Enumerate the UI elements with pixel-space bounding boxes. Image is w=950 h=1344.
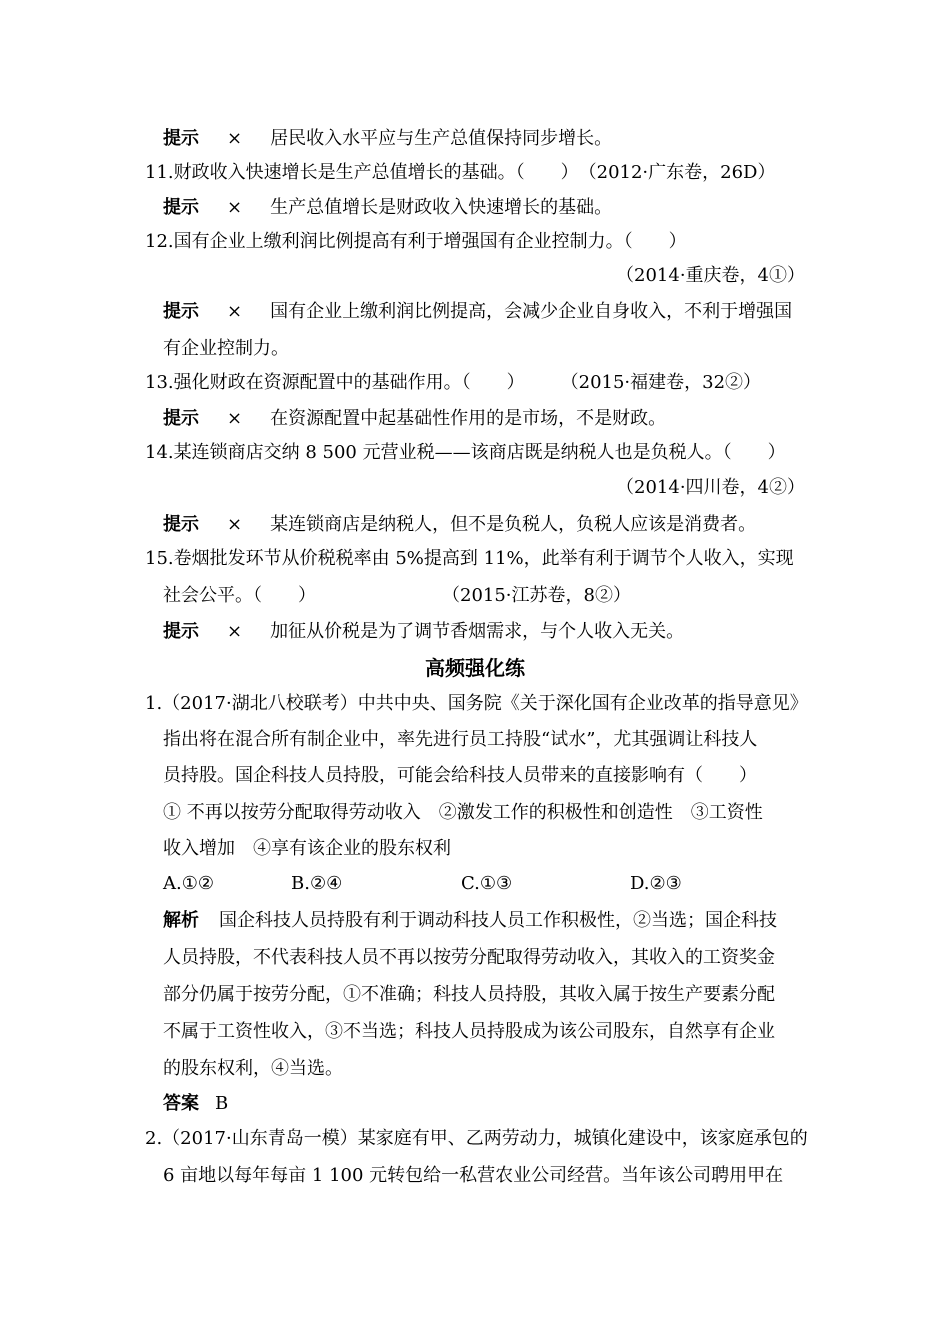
hint-label: 提示 <box>163 197 199 218</box>
option-b: B.②④ <box>291 873 343 894</box>
analysis-line: 人员持股，不代表科技人员不再以按劳分配取得劳动收入，其收入的工资奖金 <box>163 947 775 968</box>
wrong-mark: × <box>227 128 243 149</box>
question-line: 15.卷烟批发环节从价税税率由 5%提高到 11%，此举有利于调节个人收入，实现 <box>145 548 794 569</box>
question-2-line: 2.（2017·山东青岛一模）某家庭有甲、乙两劳动力，城镇化建设中，该家庭承包的 <box>145 1128 808 1149</box>
wrong-mark: × <box>227 197 243 218</box>
hint-text: 国有企业上缴利润比例提高，会减少企业自身收入，不利于增强国 <box>270 301 793 322</box>
hint-line <box>0 614 950 650</box>
hint-line <box>0 401 950 437</box>
question-1-line: 1.（2017·湖北八校联考）中共中央、国务院《关于深化国有企业改革的指导意见》 <box>145 693 808 714</box>
question-line: 11.财政收入快速增长是生产总值增长的基础。（ ） （2012·广东卷，26D） <box>145 162 776 183</box>
hint-label: 提示 <box>163 301 199 322</box>
analysis-label: 解析 <box>163 910 199 931</box>
question-2-line: 6 亩地以每年每亩 1 100 元转包给一私营农业公司经营。当年该公司聘用甲在 <box>163 1165 784 1186</box>
hint-label: 提示 <box>163 128 199 149</box>
hint-label: 提示 <box>163 514 199 535</box>
hint-line <box>0 507 950 543</box>
hint-text: 生产总值增长是财政收入快速增长的基础。 <box>270 197 613 218</box>
question-1-line: 收入增加 ④享有该企业的股东权利 <box>163 838 451 859</box>
option-c: C.①③ <box>461 873 513 894</box>
hint-text: 某连锁商店是纳税人，但不是负税人，负税人应该是消费者。 <box>270 514 757 535</box>
question-1-line: 员持股。国企科技人员持股，可能会给科技人员带来的直接影响有（ ） <box>163 765 757 786</box>
question-line: 14.某连锁商店交纳 8 500 元营业税——该商店既是纳税人也是负税人。（ ） <box>145 442 786 463</box>
option-a: A.①② <box>163 873 214 894</box>
hint-line <box>0 121 950 157</box>
question-line: 13.强化财政在资源配置中的基础作用。（ ） （2015·福建卷，32②） <box>145 372 762 393</box>
analysis-line: 的股东权利，④当选。 <box>163 1058 343 1079</box>
wrong-mark: × <box>227 301 243 322</box>
option-d: D.②③ <box>630 873 682 894</box>
wrong-mark: × <box>227 514 243 535</box>
question-1-line: ① 不再以按劳分配取得劳动收入 ②激发工作的积极性和创造性 ③工资性 <box>163 802 763 823</box>
analysis-line: 部分仍属于按劳分配，①不准确；科技人员持股，其收入属于按生产要素分配 <box>163 984 775 1005</box>
question-line: 12.国有企业上缴利润比例提高有利于增强国有企业控制力。（ ） <box>145 231 687 252</box>
wrong-mark: × <box>227 621 243 642</box>
question-continuation: 社会公平。（ ） （2015·江苏卷，8②） <box>163 585 631 606</box>
wrong-mark: × <box>227 408 243 429</box>
hint-text: 加征从价税是为了调节香烟需求，与个人收入无关。 <box>270 621 685 642</box>
source-citation: （2014·重庆卷，4①） <box>616 265 805 286</box>
hint-text: 在资源配置中起基础性作用的是市场，不是财政。 <box>270 408 667 429</box>
analysis-line <box>0 903 950 939</box>
hint-label: 提示 <box>163 621 199 642</box>
analysis-text: 国企科技人员持股有利于调动科技人员工作积极性，②当选；国企科技 <box>219 910 777 931</box>
hint-continuation: 有企业控制力。 <box>163 338 289 359</box>
analysis-line: 不属于工资性收入，③不当选；科技人员持股成为该公司股东，自然享有企业 <box>163 1021 775 1042</box>
hint-line <box>0 190 950 226</box>
hint-text: 居民收入水平应与生产总值保持同步增长。 <box>270 128 613 149</box>
answer-value: B <box>215 1093 229 1114</box>
options-row <box>0 866 950 902</box>
answer-label: 答案 <box>163 1093 199 1114</box>
source-citation: （2014·四川卷，4②） <box>616 477 805 498</box>
section-title: 高频强化练 <box>425 656 525 680</box>
hint-line <box>0 294 950 330</box>
question-1-line: 指出将在混合所有制企业中，率先进行员工持股“试水”，尤其强调让科技人 <box>163 729 758 750</box>
hint-label: 提示 <box>163 408 199 429</box>
answer-line <box>0 1086 950 1122</box>
